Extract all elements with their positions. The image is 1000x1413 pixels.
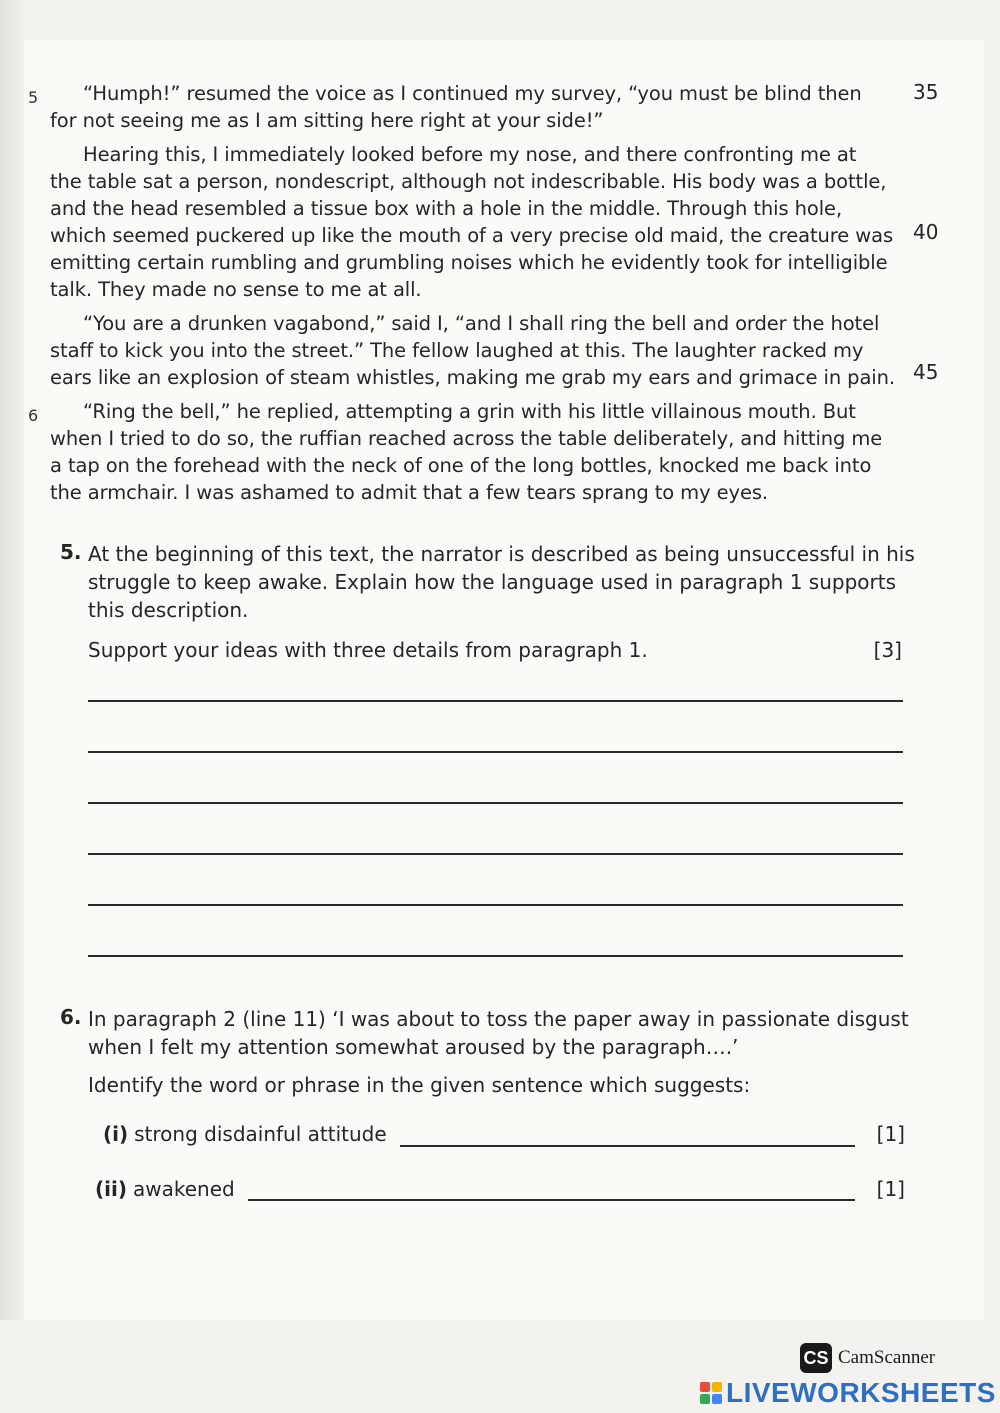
marks-label: [1] xyxy=(876,1122,905,1146)
passage-line: ears like an explosion of steam whistles, making me grab my ears and grimace in pain. xyxy=(50,366,895,389)
question-instruction: Identify the word or phrase in the given sentence which suggests: xyxy=(88,1073,751,1097)
liveworksheets-watermark xyxy=(700,1377,996,1409)
question-6 xyxy=(60,1005,910,1099)
answer-line[interactable] xyxy=(88,700,903,702)
passage-line: staff to kick you into the street.” The fellow laughed at this. The laughter racked my xyxy=(50,339,864,362)
paragraph-6 xyxy=(28,398,910,506)
paragraph-hearing xyxy=(50,141,910,303)
passage-line: and the head resembled a tissue box with a hole in the middle. Through this hole, xyxy=(50,197,843,220)
answer-line[interactable] xyxy=(88,904,903,906)
passage-line: which seemed puckered up like the mouth of a very precise old maid, the creature was xyxy=(50,224,894,247)
passage-line: emitting certain rumbling and grumbling noises which he evidently took for intelligible xyxy=(50,251,888,274)
answer-line[interactable] xyxy=(88,751,903,753)
sub-question-numeral: (i) xyxy=(103,1122,129,1146)
passage-line: “Ring the bell,” he replied, attempting a grin with his little villainous mouth. But xyxy=(83,400,856,423)
support-instruction: Support your ideas with three details from paragraph 1. xyxy=(88,638,648,662)
liveworksheets-logo-icon xyxy=(700,1382,722,1404)
liveworksheets-label: LIVEWORKSHEETS xyxy=(726,1377,996,1408)
question-line: In paragraph 2 (line 11) ‘I was about to toss the paper away in passionate disgust xyxy=(88,1007,909,1031)
answer-line[interactable] xyxy=(88,853,903,855)
passage-line: when I tried to do so, the ruffian reached across the table deliberately, and hitting me xyxy=(50,427,883,450)
sub-question-text: strong disdainful attitude xyxy=(134,1122,387,1146)
line-number: 35 xyxy=(913,80,939,104)
question-number: 5. xyxy=(60,540,82,564)
sub-question-i xyxy=(103,1122,387,1146)
marks-label: [1] xyxy=(876,1177,905,1201)
paragraph-number: 6 xyxy=(28,406,39,425)
passage-line: the table sat a person, nondescript, although not indescribable. His body was a bottle, xyxy=(50,170,887,193)
passage-line: a tap on the forehead with the neck of one of the long bottles, knocked me back into xyxy=(50,454,872,477)
passage-line: “Humph!” resumed the voice as I continued my survey, “you must be blind then xyxy=(83,82,862,105)
question-line: struggle to keep awake. Explain how the language used in paragraph 1 supports xyxy=(88,570,897,594)
passage-line: for not seeing me as I am sitting here right at your side!” xyxy=(50,109,604,132)
answer-line-ii[interactable] xyxy=(248,1199,855,1201)
line-number: 45 xyxy=(913,360,939,384)
question-line: At the beginning of this text, the narrator is described as being unsuccessful in his xyxy=(88,542,915,566)
camscanner-watermark xyxy=(800,1343,935,1373)
paragraph-number: 5 xyxy=(28,88,39,107)
sub-question-text: awakened xyxy=(133,1177,235,1201)
passage-line: “You are a drunken vagabond,” said I, “and I shall ring the bell and order the hotel xyxy=(83,312,880,335)
camscanner-label: CamScanner xyxy=(838,1347,936,1368)
passage-line: the armchair. I was ashamed to admit that a few tears sprang to my eyes. xyxy=(50,481,769,504)
sub-question-ii xyxy=(95,1177,235,1201)
marks-label: [3] xyxy=(873,638,902,662)
answer-line[interactable] xyxy=(88,955,903,957)
question-text xyxy=(88,1005,910,1099)
scan-edge-shadow xyxy=(0,0,24,1320)
question-number: 6. xyxy=(60,1005,82,1029)
reading-passage xyxy=(28,80,910,513)
question-line: when I felt my attention somewhat aroused by the paragraph….’ xyxy=(88,1035,739,1059)
line-number: 40 xyxy=(913,220,939,244)
paragraph-vagabond xyxy=(50,310,910,391)
sub-question-numeral: (ii) xyxy=(95,1177,127,1201)
passage-line: talk. They made no sense to me at all. xyxy=(50,278,422,301)
answer-line[interactable] xyxy=(88,802,903,804)
answer-line-i[interactable] xyxy=(400,1145,855,1147)
support-instruction-row xyxy=(88,636,910,664)
question-5 xyxy=(60,540,915,664)
question-text xyxy=(88,540,915,664)
passage-line: Hearing this, I immediately looked before my nose, and there confronting me at xyxy=(83,143,857,166)
camscanner-logo-icon: CS xyxy=(800,1343,832,1373)
question-line: this description. xyxy=(88,598,249,622)
paragraph-5 xyxy=(28,80,910,134)
